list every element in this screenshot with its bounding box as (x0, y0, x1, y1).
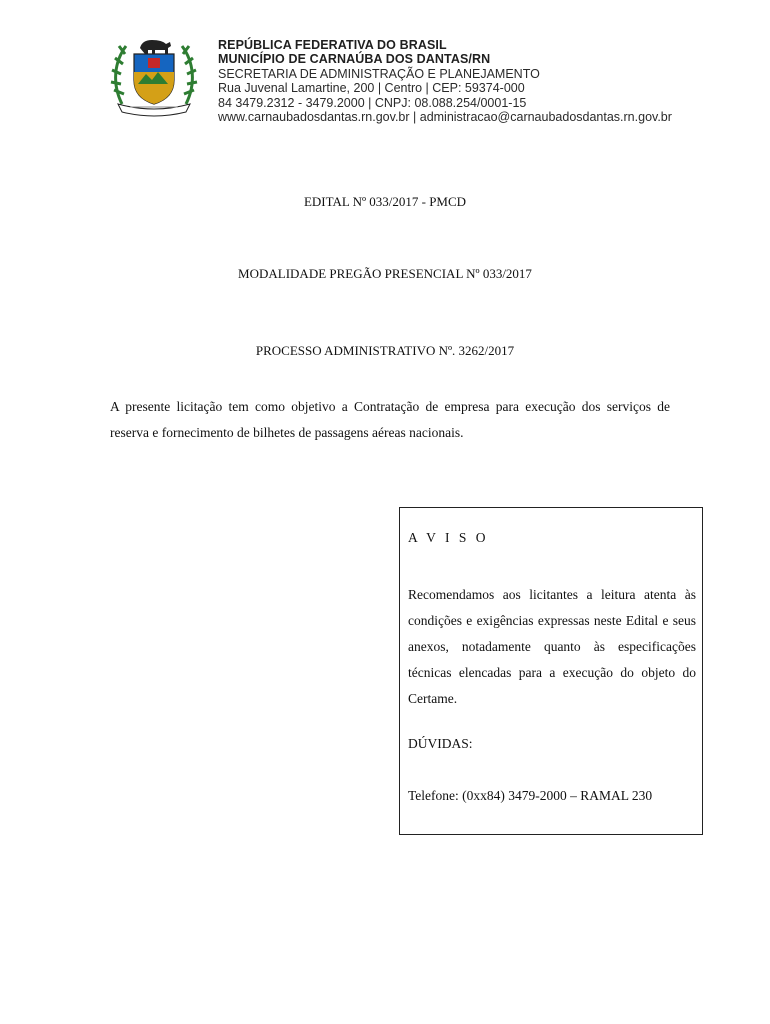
objective-paragraph: A presente licitação tem como objetivo a Contratação de empresa para execução dos serviços de reserva e fornecimento de bilhetes de passagens aéreas nacionais. (110, 399, 670, 440)
duvidas-label: DÚVIDAS: (408, 736, 473, 751)
letterhead-republic: REPÚBLICA FEDERATIVA DO BRASIL (218, 38, 447, 52)
letterhead-secretariat: SECRETARIA DE ADMINISTRAÇÃO E PLANEJAMENTO (218, 66, 540, 81)
letterhead-website-email: www.carnaubadosdantas.rn.gov.br | administracao@carnaubadosdantas.rn.gov.br (218, 110, 672, 125)
aviso-box (399, 507, 703, 835)
processo-heading: PROCESSO ADMINISTRATIVO Nº. 3262/2017 (255, 343, 515, 358)
letterhead-phone-cnpj: 84 3479.2312 - 3479.2000 | CNPJ: 08.088.254/0001-15 (218, 95, 527, 110)
aviso-title: A V I S O (408, 530, 489, 545)
edital-title: EDITAL Nº 033/2017 - PMCD (303, 194, 467, 209)
telefone-contact: Telefone: (0xx84) 3479-2000 – RAMAL 230 (408, 788, 653, 803)
letterhead-text (218, 38, 708, 124)
municipal-coat-of-arms-icon (108, 34, 200, 118)
letterhead-address: Rua Juvenal Lamartine, 200 | Centro | CEP: 59374-000 (218, 81, 525, 96)
aviso-text: Recomendamos aos licitantes a leitura atenta às condições e exigências expressas neste Edital e seus anexos, notadamente quanto às especificações técnicas elencadas para a execução do objeto do Certame. (408, 587, 696, 706)
letterhead-municipality: MUNICÍPIO DE CARNAÚBA DOS DANTAS/RN (218, 52, 491, 67)
letterhead-header (108, 34, 708, 124)
modalidade-heading: MODALIDADE PREGÃO PRESENCIAL Nº 033/2017 (238, 266, 532, 281)
